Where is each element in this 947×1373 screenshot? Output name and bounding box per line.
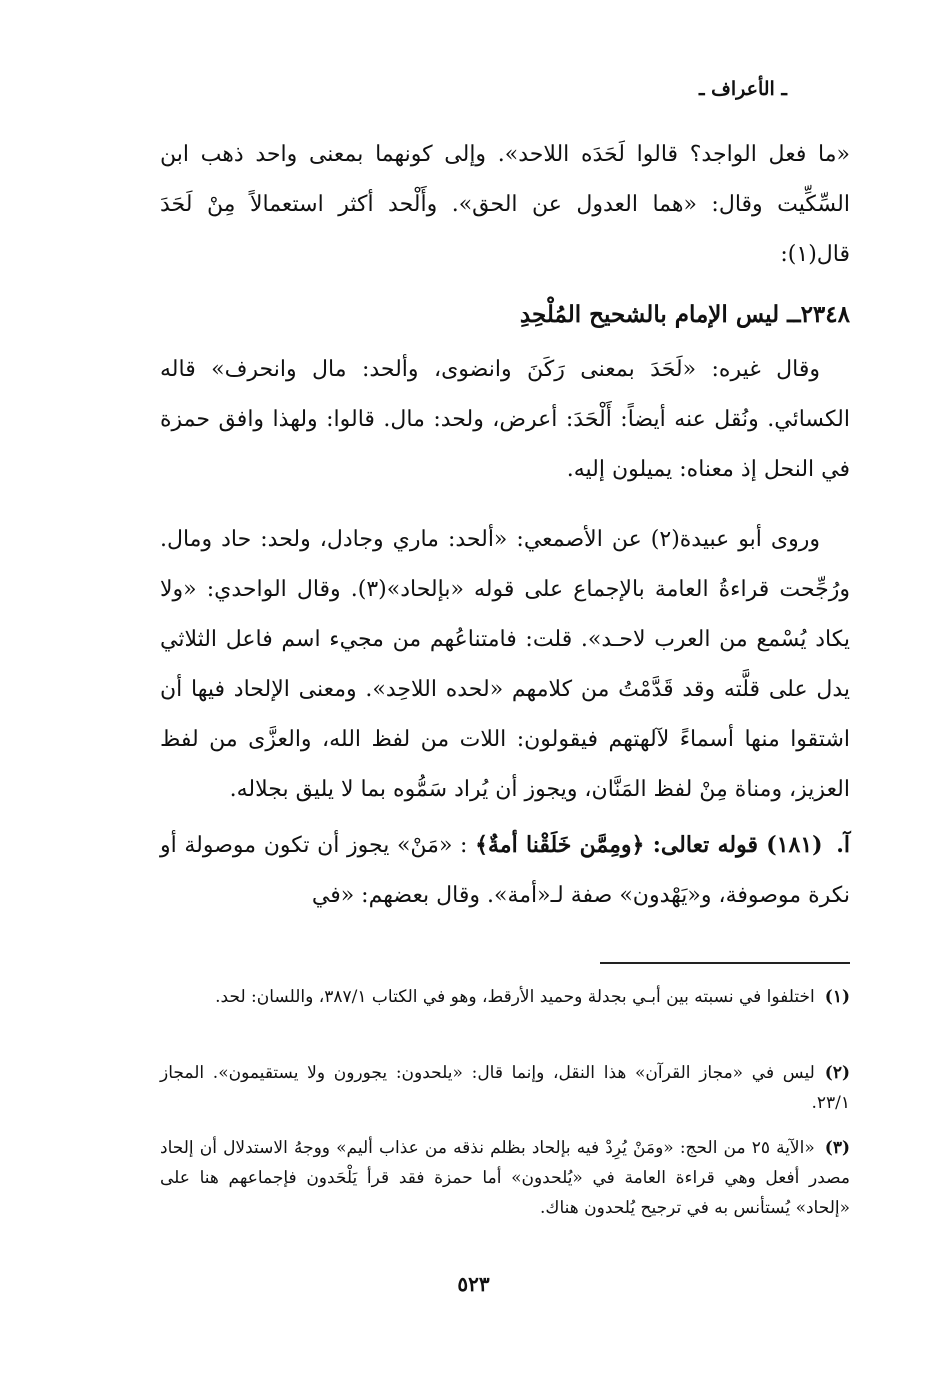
footnote-divider	[600, 962, 850, 964]
footnote-1	[160, 982, 850, 1012]
ayah-heading: (١٨١) قوله تعالى: ﴿ومِمَّن خَلَقْنا أمةٌ﴾	[475, 832, 823, 858]
footnote-number: (١)	[824, 987, 850, 1007]
paragraph-2: وقال غيره: «لَحَدَ بمعنى رَكَنَ وانضوى، وألحد: مال وانحرف» قاله الكسائي. ونُقل عنه أيضاً: أَلْحَدَ: أعرض، ولحد: مال. قالوا: ولهذا وافق حمزة في النحل إذ معناه: يميلون إليه.	[160, 357, 850, 482]
footnote-2	[160, 1058, 850, 1118]
paragraph-3: وروى أبو عبيدة(٢) عن الأصمعي: «ألحد: ماري وجادل، ولحد: حاد ومال. ورُجِّحت قراءةُ العامة بالإجماع على قوله «بإلحاد»(٣). وقال الواحدي: «ولا يكاد يُسْمع من العرب لاحـد». قلت: فامتناعُهم من مجيء اسم فاعل الثلاثي يدل على قلَّته وقد قَدَّمْتُ من كلامهم «لحده اللاحِد». ومعنى الإلحاد فيها أن اشتقوا منها أسماءً لآلهتهم فيقولون: اللات من لفظ الله، والعزَّى من لفظ العزيز، ومناة مِنْ لفظ المَنَّان، ويجوز أن يُراد سَمُّوه بما لا يليق بجلاله.	[160, 527, 851, 802]
paragraph-1: «ما فعل الواجد؟ قالوا لَحَدَه اللاحد». وإلى كونهما بمعنى واحد ذهب ابن السِّكِّيت وقال: «هما العدول عن الحق». وأَلْحد أكثر استعمالاً مِنْ لَحَدَ قال(١):	[160, 142, 850, 267]
footnote-text: «الآية ٢٥ من الحج: «ومَنْ يُرِدْ فيه بإلحاد بظلم نذقه من عذاب أليم» ووجهُ الاستدلال أن إلحاد مصدر أفعل وهي قراءة العامة في «يُلحدون» أما حمزة فقد قرأ يَلْحَدون فإجماعهم هنا على «إلحاد» يُستأنس به في ترجيح يُلحدون هناك.	[160, 1138, 850, 1218]
footnote-text: اختلفوا في نسبته بين أبـي بجدلة وحميد الأرقط، وهو في الكتاب ٣٨٧/١، واللسان: لحد.	[215, 987, 815, 1007]
paragraph-4-ayah-181	[160, 820, 850, 921]
ayah-marker: آ.	[836, 832, 850, 858]
running-header: ـ الأعراف ـ	[698, 78, 787, 100]
ayah-commentary: : «مَنْ» يجوز أن تكون موصولة أو نكرة موصوفة، و«يَهْدون» صفة لـ«أمة». وقال بعضهم: «في	[160, 833, 850, 908]
poetry-verse-2348: ٢٣٤٨ــ ليس الإمام بالشحيح المُلْحِدِ	[519, 301, 850, 328]
page-number: ٥٢٣	[457, 1272, 490, 1296]
footnote-number: (٣)	[824, 1138, 850, 1158]
footnote-number: (٢)	[824, 1063, 850, 1083]
footnote-text: ليس في «مجاز القرآن» هذا النقل، وإنما قال: «يلحدون: يجورون ولا يستقيمون». المجاز ٢٣/١.	[160, 1063, 850, 1113]
footnote-3	[160, 1133, 850, 1223]
